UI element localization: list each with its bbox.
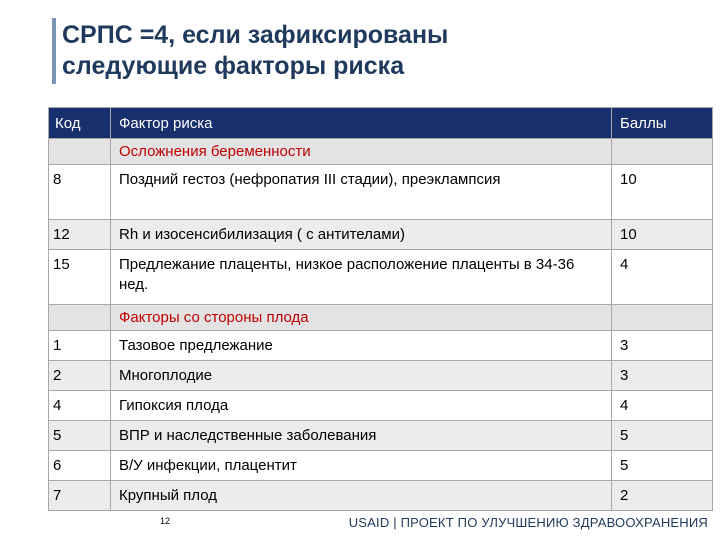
section-title-text: Факторы со стороны плода — [119, 309, 309, 326]
section-empty-cell — [49, 139, 111, 165]
table-row — [49, 421, 713, 451]
cell-points: 10 — [612, 165, 713, 220]
section-title-text: Осложнения беременности — [119, 143, 311, 160]
cell-factor: Тазовое предлежание — [111, 331, 612, 361]
table-row — [49, 165, 713, 220]
cell-factor: Многоплодие — [111, 361, 612, 391]
cell-code: 12 — [49, 220, 111, 250]
cell-factor: Rh и изосенсибилизация ( с антителами) — [111, 220, 612, 250]
page-number: 12 — [160, 516, 171, 526]
cell-points: 4 — [612, 391, 713, 421]
section-title — [111, 139, 612, 165]
section-empty-cell — [49, 305, 111, 331]
cell-points: 5 — [612, 451, 713, 481]
slide-title-line-2: следующие факторы риска — [62, 52, 405, 80]
cell-code: 4 — [49, 391, 111, 421]
header-code: Код — [49, 108, 111, 139]
slide-title — [62, 20, 702, 82]
table-row — [49, 451, 713, 481]
section-empty-cell — [612, 305, 713, 331]
cell-code: 2 — [49, 361, 111, 391]
section-row-fetus — [49, 305, 713, 331]
cell-points: 5 — [612, 421, 713, 451]
cell-code: 5 — [49, 421, 111, 451]
cell-code: 8 — [49, 165, 111, 220]
table-row — [49, 391, 713, 421]
cell-factor: Крупный плод — [111, 481, 612, 511]
title-accent-bar — [52, 18, 56, 84]
slide-title-line-1: СРПС =4, если зафиксированы — [62, 21, 449, 49]
table-row — [49, 361, 713, 391]
cell-factor: В/У инфекции, плацентит — [111, 451, 612, 481]
section-title — [111, 305, 612, 331]
cell-points: 3 — [612, 331, 713, 361]
cell-code: 15 — [49, 250, 111, 305]
cell-code: 7 — [49, 481, 111, 511]
table-row — [49, 250, 713, 305]
table-row — [49, 481, 713, 511]
cell-factor: Гипоксия плода — [111, 391, 612, 421]
table-row — [49, 331, 713, 361]
header-factor: Фактор риска — [111, 108, 612, 139]
cell-factor: ВПР и наследственные заболевания — [111, 421, 612, 451]
cell-factor: Поздний гестоз (нефропатия III стадии), преэклампсия — [111, 165, 612, 220]
section-empty-cell — [612, 139, 713, 165]
cell-points: 2 — [612, 481, 713, 511]
cell-factor: Предлежание плаценты, низкое расположение плаценты в 34-36 нед. — [111, 250, 612, 305]
cell-points: 10 — [612, 220, 713, 250]
footer-usaid-project: USAID | ПРОЕКТ ПО УЛУЧШЕНИЮ ЗДРАВООХРАНЕНИЯ — [348, 515, 708, 530]
table-row — [49, 220, 713, 250]
risk-factor-table — [48, 107, 713, 511]
cell-points: 4 — [612, 250, 713, 305]
table-header-row — [49, 108, 713, 139]
cell-code: 1 — [49, 331, 111, 361]
cell-points: 3 — [612, 361, 713, 391]
cell-code: 6 — [49, 451, 111, 481]
header-points: Баллы — [612, 108, 713, 139]
section-row-pregnancy — [49, 139, 713, 165]
